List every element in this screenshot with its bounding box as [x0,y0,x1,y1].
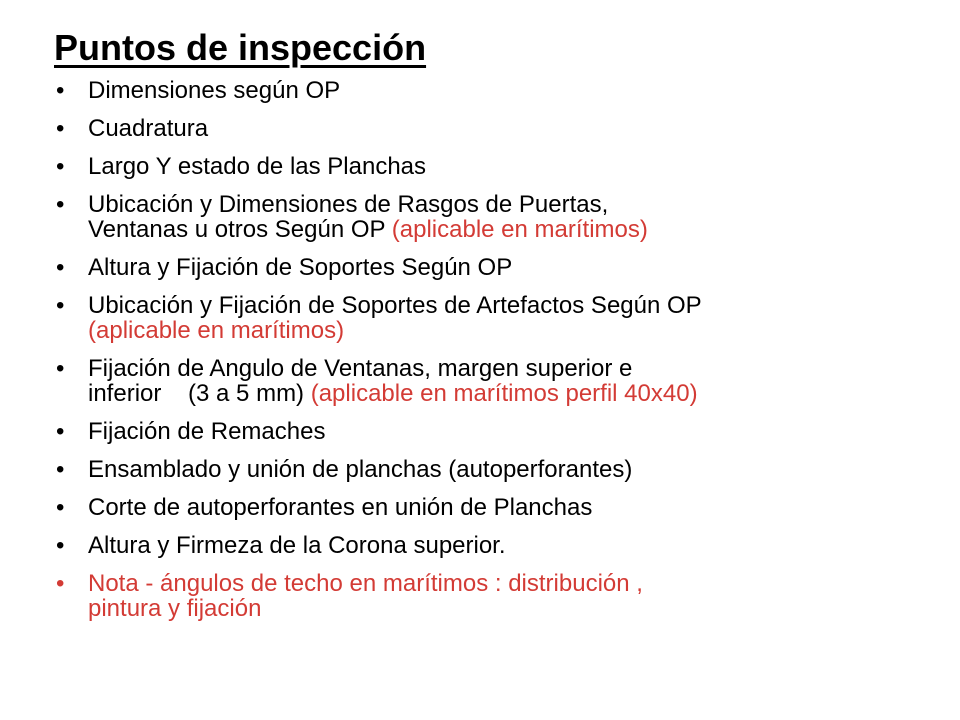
item-text: Corte de autoperforantes en unión de Planchas [88,494,593,521]
list-item [54,419,934,444]
item-text-line2: pintura y fijación [88,595,262,622]
item-text: Cuadratura [88,115,209,142]
bullet-icon: • [56,292,65,319]
list-item [54,192,934,242]
list-item [54,293,934,343]
bullet-icon: • [56,570,65,597]
list-item [54,255,934,280]
bullet-icon: • [56,153,65,180]
item-text-line1: Ubicación y Dimensiones de Rasgos de Puertas, [88,191,609,218]
item-note: (aplicable en marítimos) [88,317,345,344]
item-text-line2: inferior (3 a 5 mm) [88,380,305,407]
inspection-points-list [54,78,934,634]
bullet-icon: • [56,355,65,382]
item-text-line1: Fijación de Angulo de Ventanas, margen superior e [88,355,633,382]
list-item [54,533,934,558]
item-text-line1: Nota - ángulos de techo en marítimos : distribución , [88,570,643,597]
list-item [54,78,934,103]
item-text: Dimensiones según OP [88,77,341,104]
list-item [54,154,934,179]
bullet-icon: • [56,494,65,521]
list-item [54,457,934,482]
note-item [54,571,934,621]
list-item [54,495,934,520]
bullet-icon: • [56,254,65,281]
bullet-icon: • [56,456,65,483]
item-note: (aplicable en marítimos) [391,216,648,243]
item-text-line1: Ubicación y Fijación de Soportes de Artefactos Según OP [88,292,702,319]
bullet-icon: • [56,532,65,559]
item-text: Fijación de Remaches [88,418,326,445]
item-text: Altura y Firmeza de la Corona superior. [88,532,506,559]
item-text: Largo Y estado de las Planchas [88,153,427,180]
item-note: (aplicable en marítimos perfil 40x40) [310,380,698,407]
item-text: Altura y Fijación de Soportes Según OP [88,254,513,281]
page-title: Puntos de inspección [54,27,427,68]
bullet-icon: • [56,115,65,142]
list-item [54,356,934,406]
bullet-icon: • [56,77,65,104]
item-text: Ensamblado y unión de planchas (autoperforantes) [88,456,633,483]
item-text-line2: Ventanas u otros Según OP [88,216,386,243]
bullet-icon: • [56,191,65,218]
bullet-icon: • [56,418,65,445]
list-item [54,116,934,141]
